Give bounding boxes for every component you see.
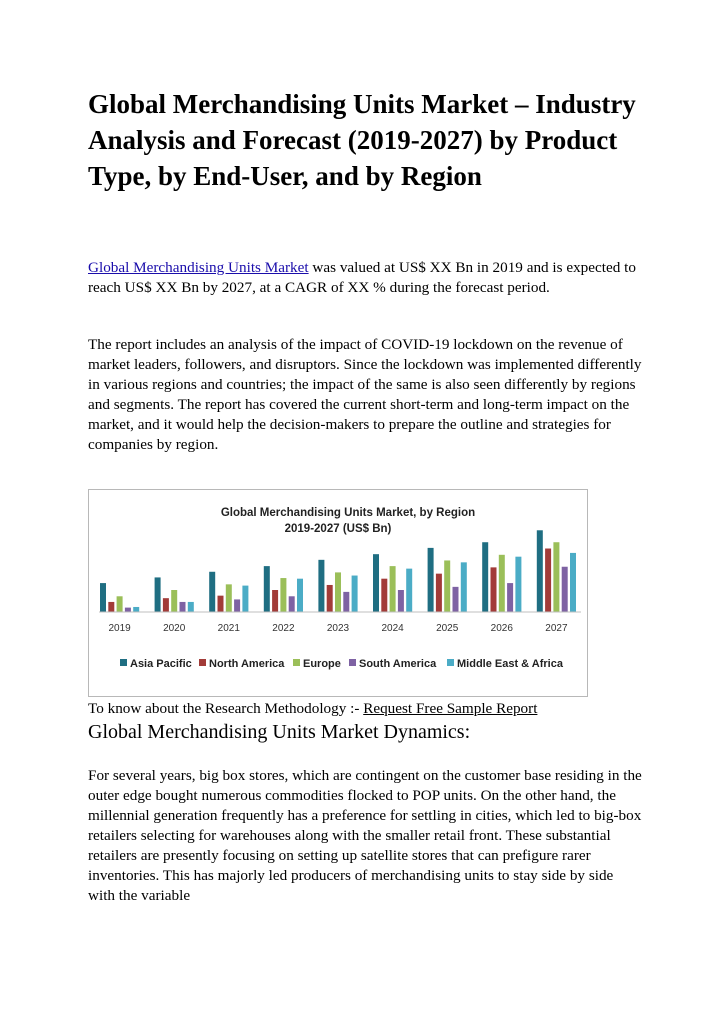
- bar-2026-middle-east-africa: [515, 557, 521, 612]
- bar-2021-europe: [226, 584, 232, 612]
- bar-2020-europe: [171, 590, 177, 612]
- bar-2027-south-america: [562, 567, 568, 612]
- intro-text: was valued at US$ XX Bn in 2019 and is expected to reach US$ XX Bn by 2027, at a CAGR of XX % during the forecast period.: [88, 259, 636, 296]
- bar-2023-middle-east-africa: [352, 576, 358, 612]
- bar-2020-south-america: [180, 602, 186, 612]
- x-tick-label: 2024: [381, 623, 404, 634]
- bar-2024-south-america: [398, 590, 404, 612]
- bar-2027-europe: [553, 542, 559, 612]
- bar-2022-north-america: [272, 590, 278, 612]
- bar-2026-south-america: [507, 583, 513, 612]
- legend-swatch: [120, 659, 127, 666]
- bar-2022-middle-east-africa: [297, 579, 303, 612]
- market-link[interactable]: Global Merchandising Units Market: [88, 259, 309, 276]
- bar-2027-middle-east-africa: [570, 553, 576, 612]
- methodology-text: To know about the Research Methodology :-: [88, 700, 364, 717]
- bar-2023-south-america: [343, 592, 349, 612]
- bar-2024-asia-pacific: [373, 554, 379, 612]
- legend-label: North America: [209, 658, 285, 670]
- legend-label: South America: [359, 658, 437, 670]
- bar-2022-asia-pacific: [264, 566, 270, 612]
- bar-2027-asia-pacific: [537, 530, 543, 612]
- bar-2027-north-america: [545, 549, 551, 612]
- chart-title: Global Merchandising Units Market, by Region: [220, 507, 476, 519]
- region-chart: [88, 489, 588, 697]
- bar-2024-europe: [390, 566, 396, 612]
- x-tick-label: 2025: [436, 623, 459, 634]
- bar-2024-north-america: [381, 579, 387, 612]
- bar-2022-south-america: [289, 596, 295, 612]
- bar-2023-asia-pacific: [318, 560, 324, 612]
- x-tick-label: 2019: [108, 623, 131, 634]
- sample-report-link[interactable]: Request Free Sample Report: [363, 700, 538, 717]
- bar-2025-south-america: [453, 587, 459, 612]
- bar-2025-middle-east-africa: [461, 562, 467, 612]
- legend-swatch: [199, 659, 206, 666]
- bar-2025-europe: [444, 560, 450, 612]
- bar-2026-asia-pacific: [482, 542, 488, 612]
- bar-2024-middle-east-africa: [406, 569, 412, 612]
- bar-2026-north-america: [491, 567, 497, 612]
- bar-2020-north-america: [163, 598, 169, 612]
- legend-label: Middle East & Africa: [457, 658, 563, 670]
- legend-swatch: [349, 659, 356, 666]
- dynamics-paragraph: For several years, big box stores, which are contingent on the customer base residing in the outer edge bought numerous commodities flocked to POP units. On the other hand, the millennial generation frequently has a preference for settling in cities, which led to big-box retailers selecting for warehouses along with the smaller retail front. These substantial retailers are presently focusing on setting up satellite stores that can prefigure rarer inventories. This has majorly led producers of merchandising units to stay side by side with the variable: [88, 767, 642, 904]
- bar-2026-europe: [499, 555, 505, 612]
- x-tick-label: 2026: [490, 623, 513, 634]
- chart-legend: [120, 658, 564, 670]
- bar-2021-middle-east-africa: [242, 586, 248, 612]
- intro-paragraph: [88, 258, 644, 298]
- page-title: Global Merchandising Units Market – Industry Analysis and Forecast (2019-2027) by Product Type, by End-User, and by Region: [88, 89, 636, 191]
- bar-2023-north-america: [327, 585, 333, 612]
- chart-bars: [100, 530, 576, 612]
- legend-swatch: [293, 659, 300, 666]
- legend-swatch: [447, 659, 454, 666]
- x-tick-label: 2022: [272, 623, 295, 634]
- bar-2019-middle-east-africa: [133, 607, 139, 612]
- dynamics-heading: Global Merchandising Units Market Dynamics:: [88, 721, 471, 743]
- legend-label: Europe: [303, 658, 341, 670]
- chart-subtitle: 2019-2027 (US$ Bn): [284, 523, 392, 535]
- x-axis-ticks: [108, 623, 567, 634]
- bar-2021-asia-pacific: [209, 572, 215, 612]
- legend-label: Asia Pacific: [130, 658, 192, 670]
- bar-2019-asia-pacific: [100, 583, 106, 612]
- bar-2021-north-america: [218, 596, 224, 612]
- bar-2023-europe: [335, 572, 341, 612]
- chart-svg: [89, 490, 587, 696]
- x-tick-label: 2027: [545, 623, 568, 634]
- bar-2022-europe: [280, 578, 286, 612]
- methodology-line: [88, 699, 644, 719]
- x-tick-label: 2020: [163, 623, 186, 634]
- bar-2020-asia-pacific: [155, 577, 161, 612]
- bar-2025-asia-pacific: [428, 548, 434, 612]
- x-tick-label: 2021: [217, 623, 240, 634]
- bar-2019-south-america: [125, 608, 131, 612]
- x-tick-label: 2023: [326, 623, 350, 634]
- bar-2019-north-america: [108, 602, 114, 612]
- bar-2021-south-america: [234, 599, 240, 612]
- bar-2019-europe: [117, 596, 123, 612]
- bar-2020-middle-east-africa: [188, 602, 194, 612]
- bar-2025-north-america: [436, 574, 442, 612]
- covid-paragraph: The report includes an analysis of the impact of COVID-19 lockdown on the revenue of market leaders, followers, and disruptors. Since the lockdown was implemented differently in various regions and countries; the impact of the same is also seen differently by regions and segments. The report has covered the current short-term and long-term impact on the market, and it would help the decision-makers to prepare the outline and strategies for companies by region.: [88, 336, 642, 453]
